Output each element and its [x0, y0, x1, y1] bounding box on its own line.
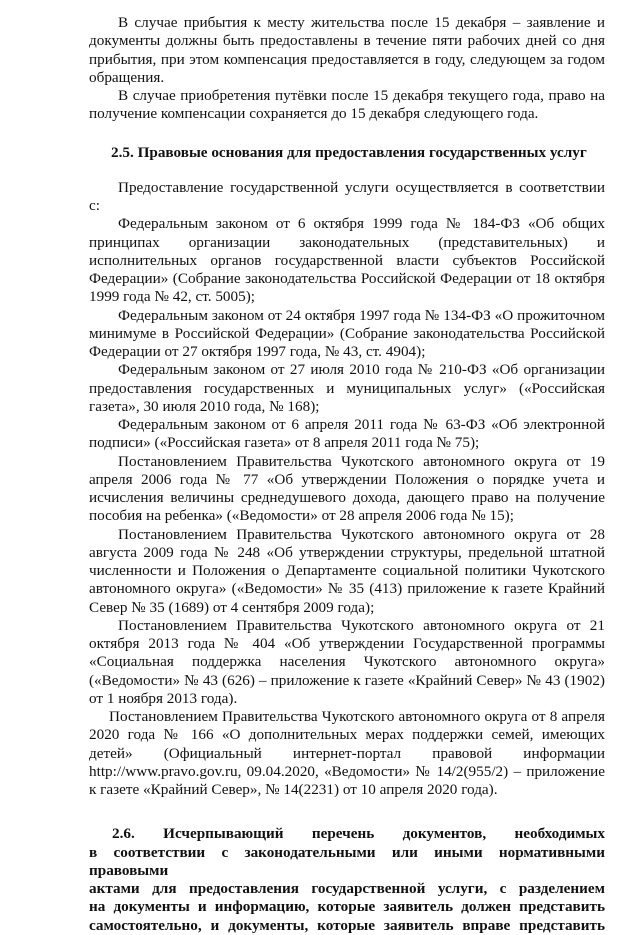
- law-item-2020: Постановлением Правительства Чукотского автономного округа от 8 апреля 2020 года № 166 «О дополнительных мерах поддержки семей, имеющих детей» (Официальный интернет-портал правовой информации http://www.pravo.gov.ru, 09.04.2020, «Ведомости» № 14/2(955/2) – приложение к газете «Крайний Север», № 14(2231) от 10 апреля 2020 года).: [89, 708, 605, 798]
- section-2-6-line: на документы и информацию, которые заявитель должен представить: [89, 898, 605, 916]
- paragraph-intro: Предоставление государственной услуги осуществляется в соответствии с:: [89, 178, 605, 214]
- law-item: Федеральным законом от 27 июля 2010 года № 210-ФЗ «Об организации предоставления государственных и муниципальных услуг» («Российская газета», 30 июля 2010 года, № 168);: [89, 361, 605, 415]
- section-2-6-line: самостоятельно, и документы, которые заявитель вправе представить: [89, 916, 605, 934]
- law-item: Федеральным законом от 24 октября 1997 года № 134-ФЗ «О прожиточном минимуме в Российской Федерации» (Собрание законодательства Российской Федерации от 27 октября 1997 года, № 43, ст. 4904);: [89, 306, 605, 360]
- section-2-6-line: 2.6. Исчерпывающий перечень документов, необходимых: [112, 825, 605, 843]
- section-2-6-heading: [89, 825, 605, 935]
- paragraph-arrival: В случае прибытия к месту жительства после 15 декабря – заявление и документы должны быть предоставлены в течение пяти рабочих дней со дня прибытия, при этом компенсация предоставляется в году, следующем за годом обращения.: [89, 14, 605, 86]
- law-item: Постановлением Правительства Чукотского автономного округа от 19 апреля 2006 года № 77 «Об утверждении Положения о порядке учета и исчисления величины среднедушевого дохода, дающего право на получение пособия на ребенка» («Ведомости» от 28 апреля 2006 года № 15);: [89, 452, 605, 525]
- paragraph-voucher: В случае приобретения путёвки после 15 декабря текущего года, право на получение компенсации сохраняется до 15 декабря следующего года.: [89, 87, 605, 123]
- section-2-5-heading: 2.5. Правовые основания для предоставления государственных услуг: [111, 143, 587, 161]
- law-item: Федеральным законом от 6 октября 1999 года № 184-ФЗ «Об общих принципах организации законодательных (представительных) и исполнительных органов государственной власти субъектов Российской Федерации» (Собрание законодательства Российской Федерации от 18 октября 1999 года № 42, ст. 5005);: [89, 215, 605, 306]
- section-2-6-line: актами для предоставления государственной услуги, с разделением: [89, 880, 605, 897]
- document-page: [89, 0, 605, 935]
- law-item: Федеральным законом от 6 апреля 2011 года № 63-ФЗ «Об электронной подписи» («Российская газета» от 8 апреля 2011 года № 75);: [89, 416, 605, 452]
- law-item: Постановлением Правительства Чукотского автономного округа от 28 августа 2009 года № 248 «Об утверждении структуры, предельной штатной численности и Положения о Департаменте социальной политики Чукотского автономного округа» («Ведомости» № 35 (413) приложение к газете Крайний Север № 35 (1689) от 4 сентября 2009 года);: [89, 525, 605, 616]
- law-item: Постановлением Правительства Чукотского автономного округа от 21 октября 2013 года № 404 «Об утверждении Государственной программы «Социальная поддержка населения Чукотского автономного округа» («Ведомости» № 43 (626) – приложение к газете «Крайний Север» № 43 (1902) от 1 ноября 2013 года).: [89, 616, 605, 707]
- section-2-6-line: в соответствии с законодательными или иными нормативными правовыми: [89, 843, 605, 879]
